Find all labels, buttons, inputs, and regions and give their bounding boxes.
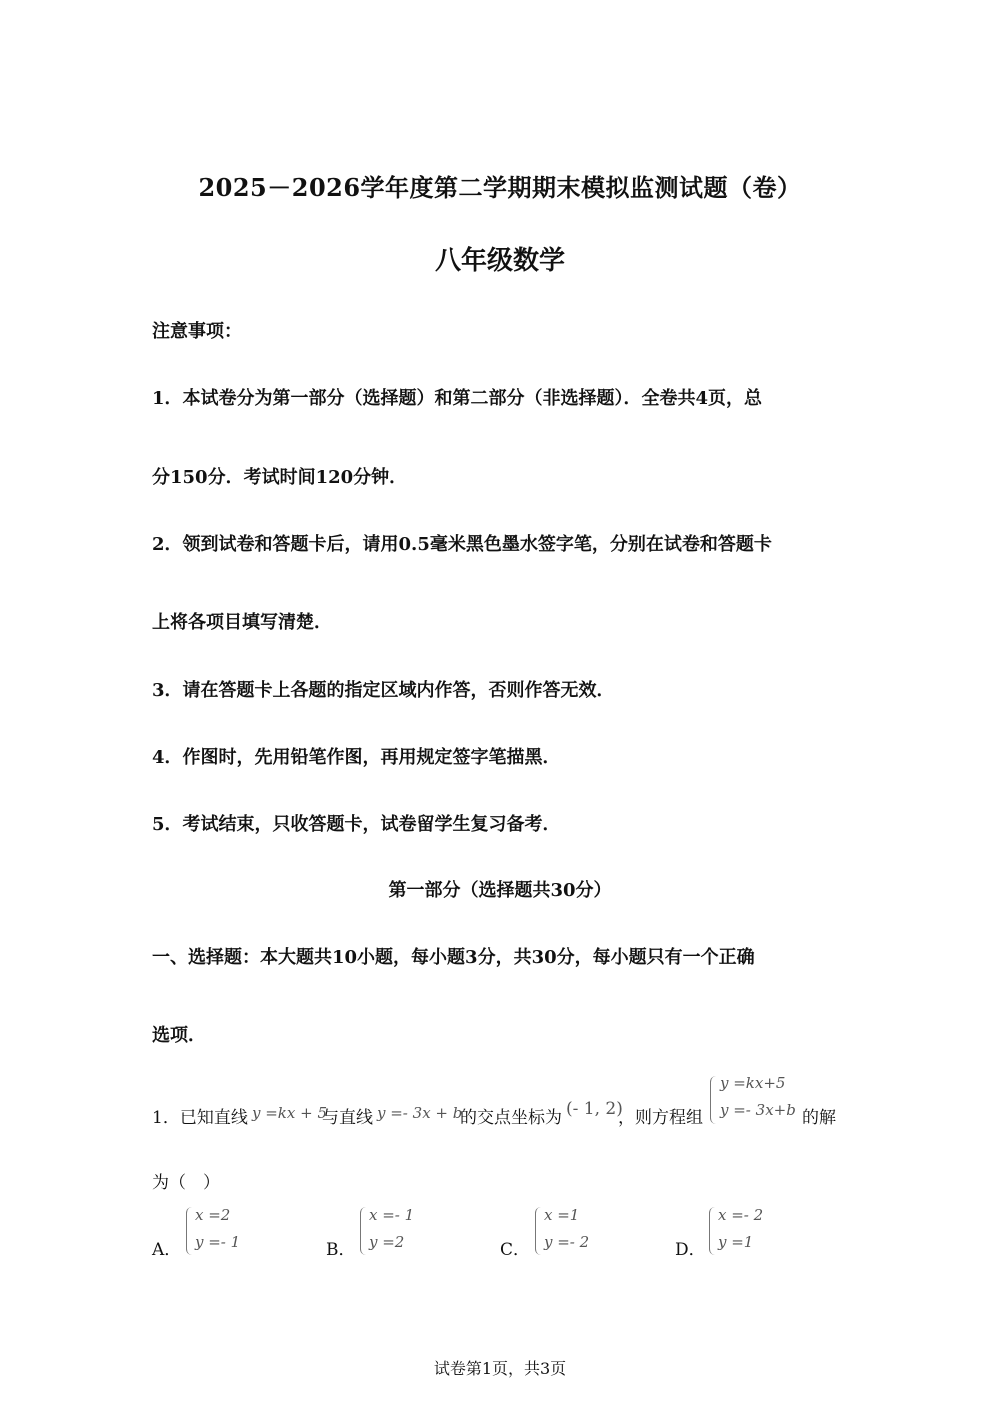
system-brace-icon [710,1076,719,1124]
option-b-line-2: y =2 [369,1233,405,1251]
page-footer: 试卷第1页，共3页 [433,1359,567,1378]
option-c-brace-icon [535,1207,544,1255]
option-d-line-2: y =1 [718,1233,754,1251]
option-d-line-1: x =- 2 [718,1206,764,1224]
question-1-suffix: 的解 [802,1108,836,1128]
question-1-system-line-2: y =- 3x+b [720,1101,796,1119]
option-b-brace-icon [360,1207,369,1255]
notice-item-3: 3．请在答题卡上各题的指定区域内作答，否则作答无效． [152,680,615,701]
question-1-mid-2: 的交点坐标为 [460,1108,562,1128]
part1-heading: 第一部分（选择题共30分） [388,880,612,901]
question-1-system-line-1: y =kx+5 [720,1074,786,1092]
option-a-brace-icon [186,1207,195,1255]
question-1-line-2: 为（ ） [152,1173,220,1193]
option-c-line-2: y =- 2 [544,1233,590,1251]
notice-heading: 注意事项： [152,321,242,342]
notice-item-4: 4．作图时，先用铅笔作图，再用规定签字笔描黑． [152,747,561,768]
option-d-label: D． [675,1240,706,1260]
option-d-brace-icon [709,1207,718,1255]
section-instruction-line-1: 一、选择题：本大题共10小题，每小题3分，共30分，每小题只有一个正确 [152,947,755,968]
exam-title: 2025－2026学年度第二学期期末模拟监测试题（卷） [198,173,802,202]
notice-item-1-line-1: 1．本试卷分为第一部分（选择题）和第二部分（非选择题）．全卷共4页，总 [152,388,763,409]
option-c-line-1: x =1 [544,1206,580,1224]
option-b-label: B． [326,1240,356,1260]
notice-item-1-line-2: 分150分．考试时间120分钟． [152,467,408,488]
question-1-mid-1: 与直线 [322,1108,373,1128]
question-1-mid-3: ，则方程组 [618,1108,703,1128]
question-1-point: (- 1, 2) [566,1099,623,1119]
option-a-line-2: y =- 1 [195,1233,241,1251]
option-a-label: A． [152,1240,182,1260]
notice-item-5: 5．考试结束，只收答题卡，试卷留学生复习备考． [152,814,561,835]
question-1-equation-2: y =- 3x + b [377,1104,463,1122]
option-b-line-1: x =- 1 [369,1206,415,1224]
question-1-equation-1: y =kx + 5 [252,1104,328,1122]
question-1-prefix: 1．已知直线 [152,1108,248,1128]
option-a-line-1: x =2 [195,1206,231,1224]
notice-item-2-line-1: 2．领到试卷和答题卡后，请用0.5毫米黑色墨水签字笔，分别在试卷和答题卡 [152,534,772,555]
section-instruction-line-2: 选项． [152,1025,206,1046]
notice-item-2-line-2: 上将各项目填写清楚． [152,612,332,633]
option-c-label: C． [500,1240,531,1260]
exam-subtitle: 八年级数学 [434,246,565,276]
